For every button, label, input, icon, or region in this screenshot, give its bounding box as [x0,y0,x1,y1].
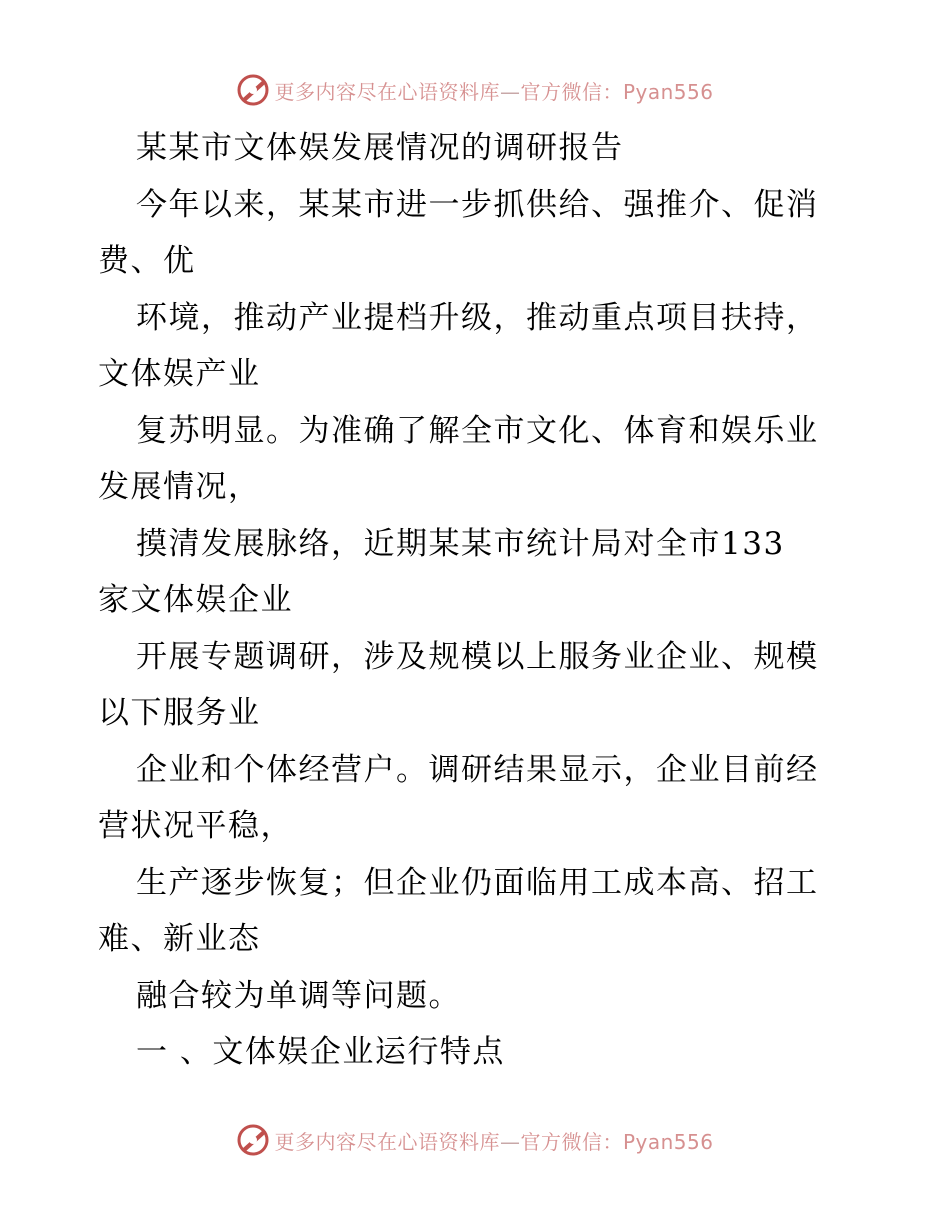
paragraph-line: 摸清发展脉络，近期某某市统计局对全市133 [136,525,785,562]
paragraph-line: 以下服务业 [98,695,261,731]
document-title: 某某市文体娱发展情况的调研报告 [136,130,624,166]
paragraph-line: 环境，推动产业提档升级，推动重点项目扶持， [136,299,819,336]
paragraph-line: 发展情况， [98,469,261,505]
paragraph-line: 开展专题调研，涉及规模以上服务业企业、规模 [136,638,819,675]
paragraph-line: 文体娱产业 [98,356,261,392]
paragraph-line: 企业和个体经营户。调研结果显示，企业目前经 [136,751,819,788]
banner-text [274,1126,713,1155]
document-body [98,120,858,1081]
banner-separator: — [499,1129,521,1154]
banner-wechat: 官方微信：Pyan556 [520,79,714,104]
banner-main-text: 更多内容尽在心语资料库 [274,1129,500,1154]
banner-wechat: 官方微信：Pyan556 [520,1129,714,1154]
header-banner [0,70,950,110]
paragraph-line: 家文体娱企业 [98,582,293,618]
paragraph-line: 融合较为单调等问题。 [136,977,461,1014]
paragraph-line: 营状况平稳， [98,808,293,844]
pen-logo-icon [236,73,270,107]
line-text-1: 今年以来，某某市进一步抓供给、强推介、促消 [136,186,819,223]
paragraph-line: 复苏明显。为准确了解全市文化、体育和娱乐业 [136,412,819,449]
banner-text [274,76,713,105]
paragraph-line [98,177,858,234]
paragraph-line: 难、新业态 [98,921,261,957]
footer-banner [0,1120,950,1160]
section-heading: 一 、文体娱企业运行特点 [136,1034,505,1070]
banner-separator: — [499,79,521,104]
paragraph-line: 费、优 [98,243,196,279]
banner-main-text: 更多内容尽在心语资料库 [274,79,500,104]
paragraph-line: 生产逐步恢复；但企业仍面临用工成本高、招工 [136,864,819,901]
pen-logo-icon [236,1123,270,1157]
